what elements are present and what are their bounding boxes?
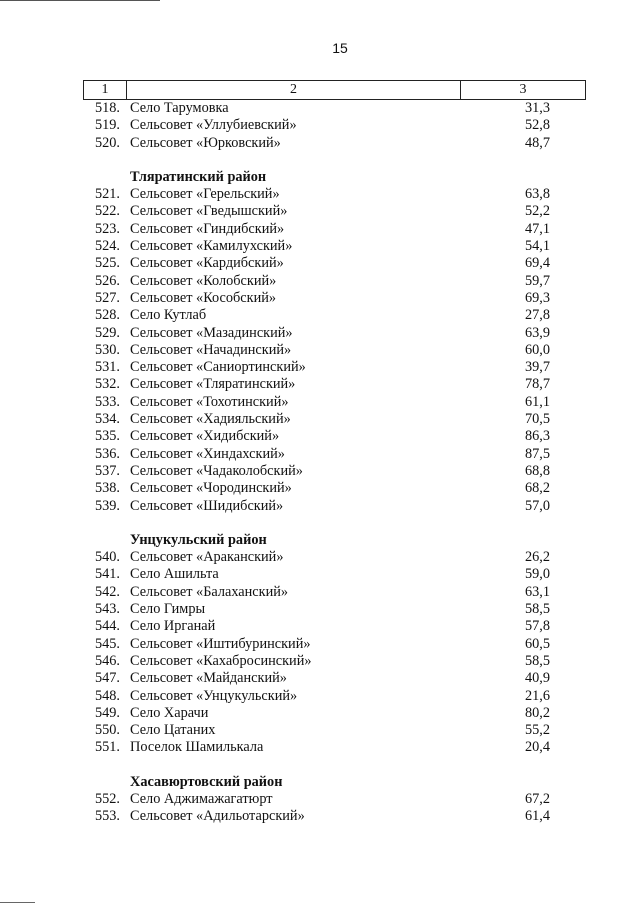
row-value: 54,1 bbox=[524, 238, 550, 255]
row-number: 545. bbox=[94, 635, 120, 652]
row-number: 551. bbox=[94, 739, 120, 756]
row-number: 526. bbox=[94, 272, 120, 289]
settlement-name: Сельсовет «Чородинский» bbox=[130, 480, 292, 497]
settlement-name: Сельсовет «Чадаколобский» bbox=[130, 462, 303, 479]
table-body bbox=[0, 100, 640, 826]
table-row bbox=[0, 618, 640, 635]
settlement-name: Село Тарумовка bbox=[130, 100, 229, 116]
settlement-name: Сельсовет «Уллубиевский» bbox=[130, 117, 297, 134]
settlement-name: Сельсовет «Гиндибский» bbox=[130, 220, 285, 237]
settlement-name: Сельсовет «Унцукульский» bbox=[130, 687, 298, 704]
row-number: 550. bbox=[94, 722, 120, 739]
settlement-name: Сельсовет «Иштибуринский» bbox=[130, 635, 311, 652]
row-number: 529. bbox=[94, 324, 120, 341]
row-value: 68,8 bbox=[524, 462, 550, 479]
settlement-name: Сельсовет «Балаханский» bbox=[130, 583, 289, 600]
row-value: 47,1 bbox=[524, 220, 550, 237]
settlement-name: Сельсовет «Начадинский» bbox=[130, 341, 292, 358]
settlement-name: Сельсовет «Шидибский» bbox=[130, 497, 284, 514]
row-value: 55,2 bbox=[524, 722, 550, 739]
settlement-name: Поселок Шамилькала bbox=[130, 739, 264, 756]
settlement-name: Село Ашильта bbox=[130, 566, 219, 583]
row-value: 63,1 bbox=[524, 583, 550, 600]
row-value: 57,8 bbox=[524, 618, 550, 635]
settlement-name: Сельсовет «Кахабросинский» bbox=[130, 652, 312, 669]
row-number: 533. bbox=[94, 393, 120, 410]
settlement-name: Сельсовет «Мазадинский» bbox=[130, 324, 293, 341]
settlement-name: Сельсовет «Хидибский» bbox=[130, 428, 280, 445]
row-value: 31,3 bbox=[524, 100, 550, 116]
table-row bbox=[0, 498, 640, 515]
table-row bbox=[0, 480, 640, 497]
row-number: 524. bbox=[94, 238, 120, 255]
column-header-number: 1 bbox=[84, 81, 127, 99]
row-value: 70,5 bbox=[524, 411, 550, 428]
row-value: 86,3 bbox=[524, 428, 550, 445]
settlement-name: Сельсовет «Араканский» bbox=[130, 549, 284, 566]
settlement-name: Сельсовет «Юрковский» bbox=[130, 134, 281, 151]
row-value: 21,6 bbox=[524, 687, 550, 704]
row-value: 48,7 bbox=[524, 134, 550, 151]
settlement-name: Село Ирганай bbox=[130, 618, 216, 635]
row-value: 68,2 bbox=[524, 480, 550, 497]
table-row bbox=[0, 670, 640, 687]
table-row bbox=[0, 808, 640, 825]
table-row bbox=[0, 203, 640, 220]
row-number: 532. bbox=[94, 376, 120, 393]
district-heading: Хасавюртовский район bbox=[130, 773, 283, 790]
table-row bbox=[0, 584, 640, 601]
table-row bbox=[0, 135, 640, 152]
table-row bbox=[0, 325, 640, 342]
table-row bbox=[0, 238, 640, 255]
row-number: 538. bbox=[94, 480, 120, 497]
settlement-name: Сельсовет «Кособский» bbox=[130, 289, 277, 306]
row-value: 60,5 bbox=[524, 635, 550, 652]
table-row bbox=[0, 273, 640, 290]
table-row bbox=[0, 566, 640, 583]
settlement-name: Село Цатаних bbox=[130, 722, 216, 739]
row-value: 69,3 bbox=[524, 289, 550, 306]
row-value: 27,8 bbox=[524, 307, 550, 324]
table-row bbox=[0, 653, 640, 670]
settlement-name: Сельсовет «Саниортинский» bbox=[130, 359, 306, 376]
settlement-name: Сельсовет «Хадияльский» bbox=[130, 411, 291, 428]
row-value: 67,2 bbox=[524, 790, 550, 807]
row-value: 40,9 bbox=[524, 670, 550, 687]
settlement-name: Сельсовет «Гведышский» bbox=[130, 203, 288, 220]
table-row bbox=[0, 549, 640, 566]
row-number: 527. bbox=[94, 289, 120, 306]
row-value: 39,7 bbox=[524, 359, 550, 376]
settlement-name: Сельсовет «Кардибский» bbox=[130, 255, 284, 272]
settlement-name: Сельсовет «Камилухский» bbox=[130, 238, 293, 255]
scan-artifact-line bbox=[0, 902, 35, 903]
settlement-name: Село Аджимажагатюрт bbox=[130, 790, 273, 807]
row-value: 87,5 bbox=[524, 445, 550, 462]
row-value: 61,4 bbox=[524, 808, 550, 825]
table-row bbox=[0, 221, 640, 238]
table-row bbox=[0, 722, 640, 739]
row-value: 63,9 bbox=[524, 324, 550, 341]
row-number: 541. bbox=[94, 566, 120, 583]
row-number: 521. bbox=[94, 186, 120, 203]
row-value: 59,0 bbox=[524, 566, 550, 583]
row-value: 60,0 bbox=[524, 341, 550, 358]
row-value: 59,7 bbox=[524, 272, 550, 289]
row-value: 52,8 bbox=[524, 117, 550, 134]
table-row bbox=[0, 688, 640, 705]
row-number: 531. bbox=[94, 359, 120, 376]
row-value: 58,5 bbox=[524, 601, 550, 618]
table-row bbox=[0, 428, 640, 445]
row-number: 523. bbox=[94, 220, 120, 237]
table-row bbox=[0, 255, 640, 272]
table-header bbox=[83, 80, 586, 100]
column-header-name: 2 bbox=[127, 81, 461, 99]
table-row bbox=[0, 342, 640, 359]
table-row bbox=[0, 601, 640, 618]
settlement-name: Сельсовет «Тохотинский» bbox=[130, 393, 289, 410]
row-value: 61,1 bbox=[524, 393, 550, 410]
settlement-name: Сельсовет «Адильотарский» bbox=[130, 808, 305, 825]
row-number: 534. bbox=[94, 411, 120, 428]
settlement-name: Село Гимры bbox=[130, 601, 206, 618]
table-row bbox=[0, 411, 640, 428]
row-number: 542. bbox=[94, 583, 120, 600]
table-row bbox=[0, 636, 640, 653]
row-number: 530. bbox=[94, 341, 120, 358]
row-number: 548. bbox=[94, 687, 120, 704]
section-gap bbox=[0, 152, 640, 169]
scan-artifact-line bbox=[0, 0, 160, 1]
row-number: 539. bbox=[94, 497, 120, 514]
row-number: 547. bbox=[94, 670, 120, 687]
row-value: 69,4 bbox=[524, 255, 550, 272]
table-row bbox=[0, 394, 640, 411]
row-number: 540. bbox=[94, 549, 120, 566]
row-number: 528. bbox=[94, 307, 120, 324]
row-value: 63,8 bbox=[524, 186, 550, 203]
table-row bbox=[0, 307, 640, 324]
table-row bbox=[0, 186, 640, 203]
settlement-name: Село Кутлаб bbox=[130, 307, 207, 324]
row-value: 26,2 bbox=[524, 549, 550, 566]
row-number: 549. bbox=[94, 704, 120, 721]
row-number: 525. bbox=[94, 255, 120, 272]
settlement-name: Сельсовет «Майданский» bbox=[130, 670, 287, 687]
row-value: 57,0 bbox=[524, 497, 550, 514]
table-row bbox=[0, 446, 640, 463]
row-value: 58,5 bbox=[524, 652, 550, 669]
table-row bbox=[0, 290, 640, 307]
table-row bbox=[0, 791, 640, 808]
row-value: 80,2 bbox=[524, 704, 550, 721]
row-number: 519. bbox=[94, 117, 120, 134]
column-header-value: 3 bbox=[519, 82, 527, 97]
table-row bbox=[0, 117, 640, 134]
settlement-name: Сельсовет «Колобский» bbox=[130, 272, 277, 289]
district-heading: Тляратинский район bbox=[130, 168, 267, 185]
row-number: 535. bbox=[94, 428, 120, 445]
settlement-name: Сельсовет «Тляратинский» bbox=[130, 376, 296, 393]
table-row bbox=[0, 359, 640, 376]
table-row bbox=[0, 463, 640, 480]
table-row bbox=[0, 100, 640, 117]
row-number: 518. bbox=[94, 100, 120, 116]
row-value: 52,2 bbox=[524, 203, 550, 220]
row-value: 78,7 bbox=[524, 376, 550, 393]
settlement-name: Сельсовет «Хиндахский» bbox=[130, 445, 285, 462]
row-number: 536. bbox=[94, 445, 120, 462]
row-number: 537. bbox=[94, 462, 120, 479]
settlement-name: Сельсовет «Герельский» bbox=[130, 186, 280, 203]
row-number: 520. bbox=[94, 134, 120, 151]
row-number: 522. bbox=[94, 203, 120, 220]
district-heading: Унцукульский район bbox=[130, 531, 267, 548]
table-row bbox=[0, 376, 640, 393]
row-number: 546. bbox=[94, 652, 120, 669]
section-gap bbox=[0, 515, 640, 532]
table-row bbox=[0, 705, 640, 722]
row-value: 20,4 bbox=[524, 739, 550, 756]
row-number: 553. bbox=[94, 808, 120, 825]
table-row bbox=[0, 739, 640, 756]
row-number: 543. bbox=[94, 601, 120, 618]
page-number: 15 bbox=[332, 40, 348, 56]
settlement-name: Село Харачи bbox=[130, 704, 209, 721]
row-number: 544. bbox=[94, 618, 120, 635]
row-number: 552. bbox=[94, 790, 120, 807]
section-gap bbox=[0, 757, 640, 774]
